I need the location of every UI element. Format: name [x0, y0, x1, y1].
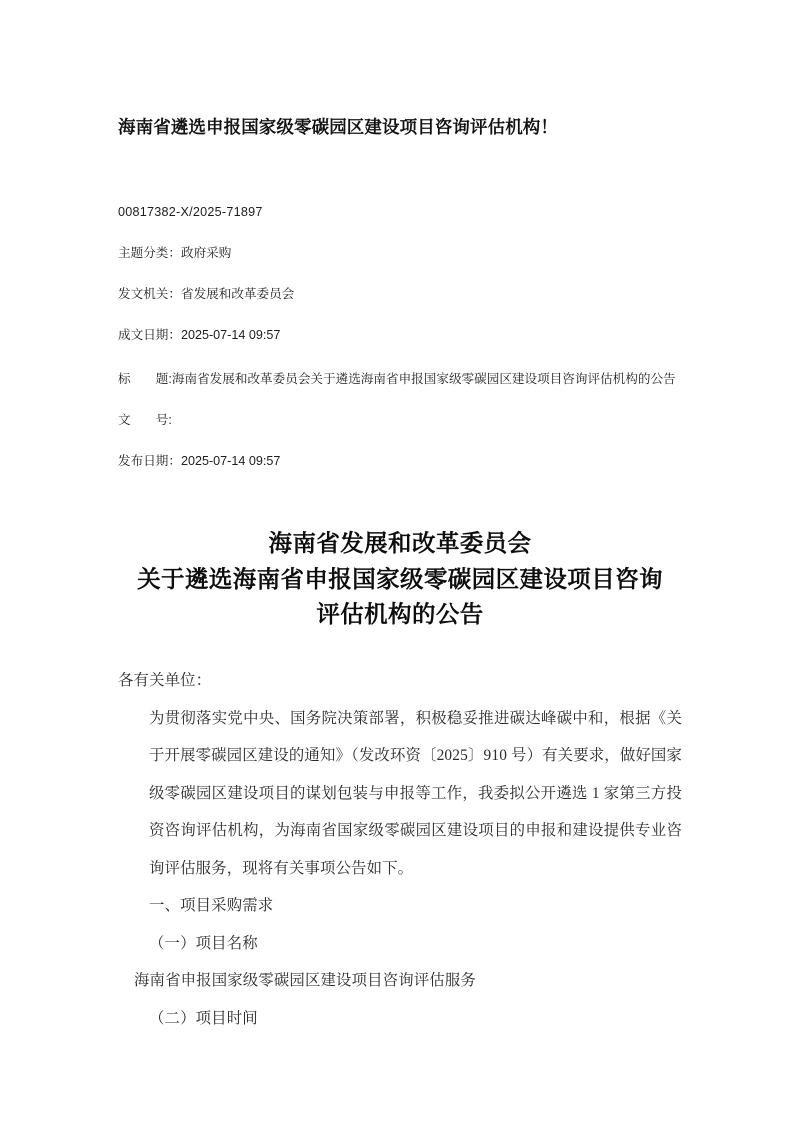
metadata-value-subject: 政府采购 [180, 246, 232, 261]
page-title: 海南省遴选申报国家级零碳园区建设项目咨询评估机构！ [118, 116, 558, 137]
official-document-heading [118, 527, 682, 634]
heading-line-3: 评估机构的公告 [316, 602, 484, 629]
metadata-value-written-date: 2025-07-14 09:57 [180, 328, 281, 343]
metadata-label-doc-number: 文 号: [118, 413, 172, 428]
document-id: 00817382-X/2025-71897 [118, 205, 263, 219]
metadata-value-publish-date: 2025-07-14 09:57 [180, 454, 281, 469]
subsection-heading-1-2: （二）项目时间 [149, 1009, 258, 1027]
metadata-value-title: 海南省发展和改革委员会关于遴选海南省申报国家级零碳园区建设项目咨询评估机构的公告 [171, 371, 676, 386]
document-body [118, 662, 682, 1037]
section-heading-1: 一、项目采购需求 [149, 897, 274, 914]
metadata-row-issuer [118, 284, 682, 306]
metadata-row-written-date [118, 325, 682, 347]
subsection-text-1-1: 海南省申报国家级零碳园区建设项目咨询评估服务 [134, 972, 476, 989]
heading-line-2: 关于遴选海南省申报国家级零碳园区建设项目咨询 [137, 566, 663, 593]
metadata-label-publish-date: 发布日期： [118, 454, 181, 469]
metadata-label-title: 标 题: [118, 371, 172, 386]
metadata-row-title [118, 367, 682, 392]
metadata-row-subject [118, 243, 682, 265]
metadata-label-subject: 主题分类： [118, 246, 181, 261]
body-paragraph-1: 为贯彻落实党中央、国务院决策部署，积极稳妥推进碳达峰碳中和，根据《关于开展零碳园区建设的通知》（发改环资〔2025〕910 号）有关要求，做好国家级零碳园区建设项目的谋划包装与申报等工作，我委拟公开遴选 1 家第三方投资咨询评估机构，为海南省国家级零碳园区建设项目的申报和建设提供专业咨询评估服务，现将有关事项公告如下。 [149, 709, 682, 877]
metadata-row-publish-date [118, 451, 682, 473]
metadata-block [118, 202, 682, 492]
metadata-value-issuer: 省发展和改革委员会 [180, 287, 295, 302]
metadata-row-doc-number [118, 410, 682, 432]
heading-line-1: 海南省发展和改革委员会 [268, 531, 532, 557]
salutation: 各有关单位： [118, 672, 212, 689]
subsection-heading-1-1: （一）项目名称 [149, 934, 258, 952]
metadata-label-written-date: 成文日期： [118, 328, 181, 343]
metadata-label-issuer: 发文机关： [118, 287, 181, 302]
